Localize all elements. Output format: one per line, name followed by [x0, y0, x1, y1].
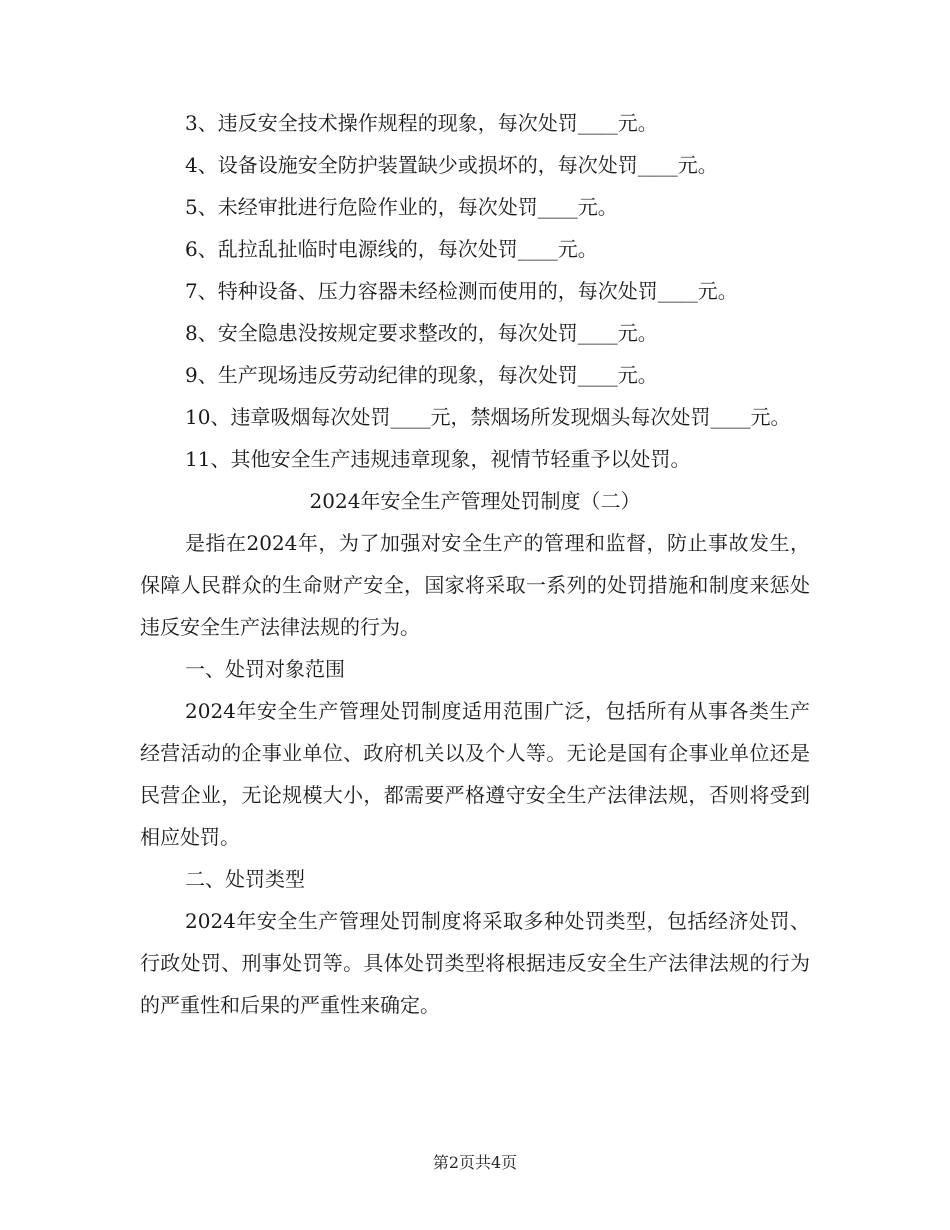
section-heading-scope: 一、处罚对象范围	[185, 657, 345, 681]
list-item: 11、其他安全生产违规违章现象，视情节轻重予以处罚。	[185, 447, 691, 471]
section-heading-types: 二、处罚类型	[185, 867, 305, 891]
types-paragraph: 2024年安全生产管理处罚制度将采取多种处罚类型，包括经济处罚、行政处罚、刑事处罚等。具体处罚类型将根据违反安全生产法律法规的行为的严重性和后果的严重性来确定。	[140, 909, 810, 1017]
list-item: 8、安全隐患没按规定要求整改的，每次处罚____元。	[185, 321, 658, 345]
section-title: 2024年安全生产管理处罚制度（二）	[309, 489, 641, 513]
list-item: 10、违章吸烟每次处罚____元，禁烟场所发现烟头每次处罚____元。	[185, 405, 791, 429]
list-item: 7、特种设备、压力容器未经检测而使用的，每次处罚____元。	[185, 279, 738, 303]
list-item: 3、违反安全技术操作规程的现象，每次处罚____元。	[185, 111, 658, 135]
list-item: 6、乱拉乱扯临时电源线的，每次处罚____元。	[185, 237, 598, 261]
document-body	[140, 102, 810, 1026]
list-item: 5、未经审批进行危险作业的，每次处罚____元。	[185, 195, 618, 219]
intro-paragraph: 是指在2024年，为了加强对安全生产的管理和监督，防止事故发生，保障人民群众的生命财产安全，国家将采取一系列的处罚措施和制度来惩处违反安全生产法律法规的行为。	[140, 531, 810, 639]
list-item: 9、生产现场违反劳动纪律的现象，每次处罚____元。	[185, 363, 658, 387]
list-item: 4、设备设施安全防护装置缺少或损坏的，每次处罚____元。	[185, 153, 718, 177]
scope-paragraph: 2024年安全生产管理处罚制度适用范围广泛，包括所有从事各类生产经营活动的企事业单位、政府机关以及个人等。无论是国有企事业单位还是民营企业，无论规模大小，都需要严格遵守安全生产法律法规，否则将受到相应处罚。	[140, 699, 810, 849]
page-number: 第2页共4页	[432, 1153, 518, 1172]
